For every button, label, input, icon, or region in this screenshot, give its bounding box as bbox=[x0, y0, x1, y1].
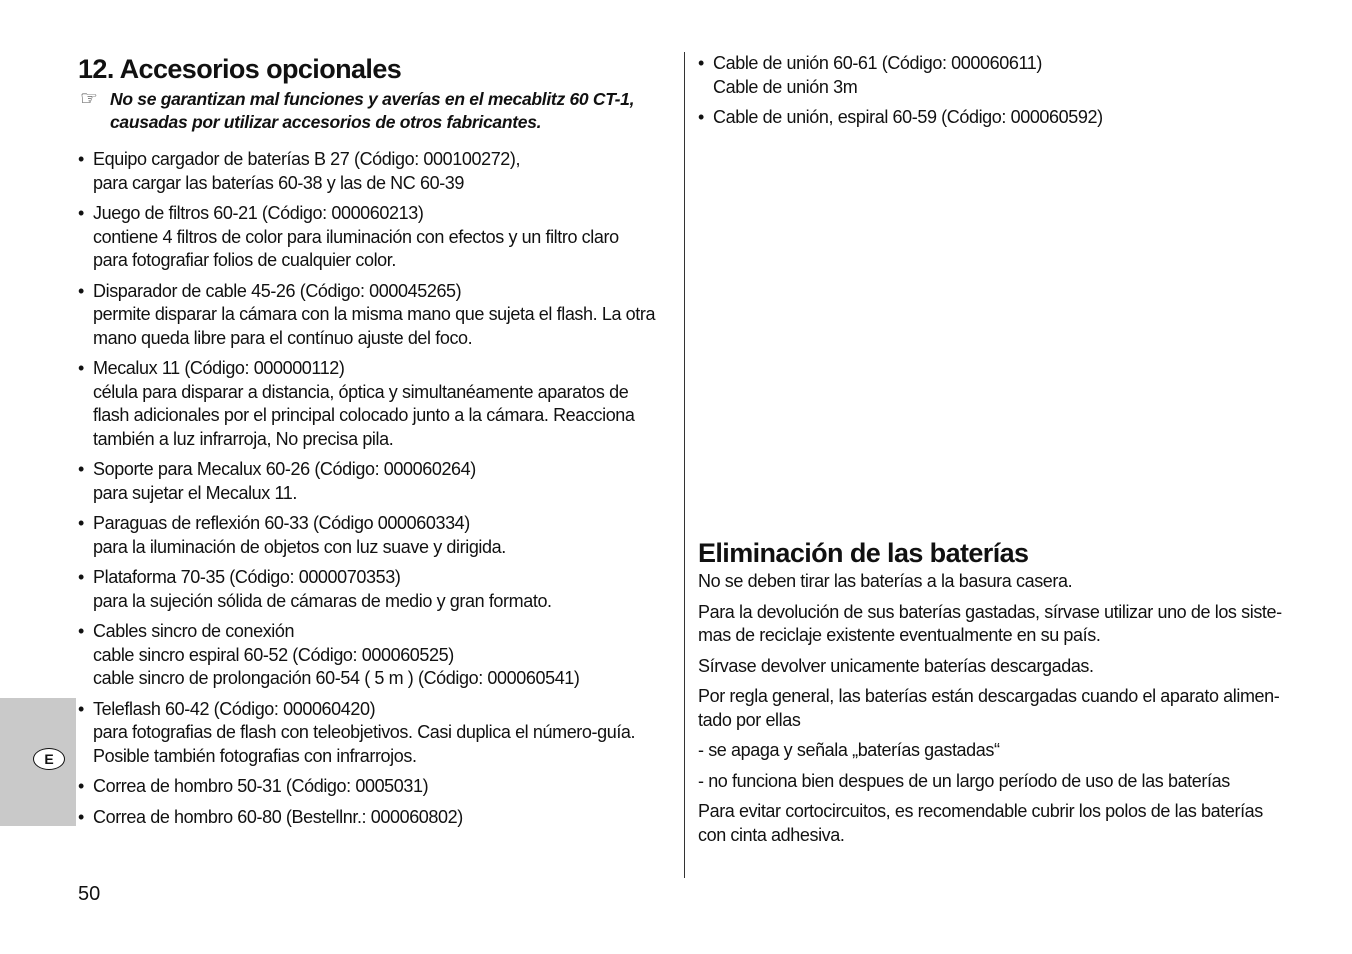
battery-paragraph bbox=[698, 739, 1308, 763]
list-item-line: Soporte para Mecalux 60-26 (Código: 000060264) bbox=[93, 459, 476, 479]
list-item-line: Correa de hombro 60-80 (Bestellnr.: 000060802) bbox=[93, 806, 463, 827]
paragraph-line: Para la devolución de sus baterías gastadas, sírvase utilizar uno de los siste- bbox=[698, 601, 1282, 622]
list-item-line: Teleflash 60-42 (Código: 000060420) bbox=[93, 698, 376, 719]
list-item-line: también a luz infrarroja, No precisa pila. bbox=[93, 428, 394, 449]
list-item bbox=[78, 202, 678, 273]
list-item-line: Paraguas de reflexión 60-33 (Código 000060334) bbox=[93, 513, 470, 533]
bullet-icon: • bbox=[78, 513, 84, 533]
bullet-icon: • bbox=[78, 203, 84, 223]
list-item-line: Cables sincro de conexión bbox=[93, 621, 295, 641]
list-item bbox=[78, 620, 678, 691]
list-item-line: cable sincro espiral 60-52 (Código: 000060525) bbox=[93, 644, 454, 665]
accessories-title: 12. Accesorios opcionales bbox=[78, 54, 402, 84]
list-item bbox=[78, 458, 678, 505]
list-item-line: permite disparar la cámara con la misma mano que sujeta el flash. La otra bbox=[93, 304, 656, 324]
list-item bbox=[78, 698, 678, 769]
bullet-icon: • bbox=[78, 149, 84, 169]
list-item bbox=[78, 357, 678, 451]
list-item-line: para fotografias de flash con teleobjetivos. Casi duplica el número-guía. bbox=[93, 722, 636, 742]
list-item-line: para la sujeción sólida de cámaras de medio y gran formato. bbox=[93, 590, 552, 611]
list-item bbox=[698, 52, 1308, 99]
list-item bbox=[698, 106, 1308, 130]
notice-line: causadas por utilizar accesorios de otros fabricantes. bbox=[110, 112, 542, 132]
list-item-line: para la iluminación de objetos con luz suave y dirigida. bbox=[93, 536, 506, 557]
list-item-line: flash adicionales por el principal colocado junto a la cámara. Reacciona bbox=[93, 405, 635, 425]
paragraph-line: Sírvase devolver unicamente baterías descargadas. bbox=[698, 655, 1094, 676]
list-item-line: Equipo cargador de baterías B 27 (Código: 000100272), bbox=[93, 149, 521, 169]
paragraph-line: tado por ellas bbox=[698, 709, 801, 730]
bullet-icon: • bbox=[78, 280, 84, 301]
bullet-icon: • bbox=[78, 358, 84, 378]
paragraph-line: con cinta adhesiva. bbox=[698, 824, 845, 845]
battery-paragraph bbox=[698, 655, 1308, 679]
list-item bbox=[78, 566, 678, 613]
battery-paragraph bbox=[698, 601, 1308, 648]
battery-paragraph bbox=[698, 685, 1308, 732]
bullet-icon: • bbox=[78, 567, 84, 587]
paragraph-line: No se deben tirar las baterías a la basura casera. bbox=[698, 571, 1073, 591]
list-item-line: Cable de unión 60-61 (Código: 000060611) bbox=[713, 53, 1042, 73]
list-item-line: Disparador de cable 45-26 (Código: 000045265) bbox=[93, 280, 462, 301]
list-item-line: contiene 4 filtros de color para iluminación con efectos y un filtro claro bbox=[93, 226, 619, 247]
list-item-line: cable sincro de prolongación 60-54 ( 5 m ) (Código: 000060541) bbox=[93, 668, 580, 688]
list-item-line: Correa de hombro 50-31 (Código: 0005031) bbox=[93, 776, 429, 796]
list-item-line: célula para disparar a distancia, óptica y simultanéamente aparatos de bbox=[93, 381, 629, 402]
list-item-line: Cable de unión 3m bbox=[713, 76, 858, 97]
paragraph-line: Por regla general, las baterías están descargadas cuando el aparato alimen- bbox=[698, 686, 1280, 706]
list-item-line: Juego de filtros 60-21 (Código: 000060213) bbox=[93, 203, 424, 223]
page-number: 50 bbox=[78, 883, 101, 905]
accessories-list bbox=[78, 148, 678, 829]
list-item-line: Posible también fotografias con infrarrojos. bbox=[93, 745, 417, 766]
list-item-line: para fotografiar folios de cualquier color. bbox=[93, 250, 396, 270]
list-item-line: para cargar las baterías 60-38 y las de NC 60-39 bbox=[93, 172, 465, 193]
battery-paragraph bbox=[698, 770, 1308, 794]
bullet-icon: • bbox=[78, 806, 84, 827]
notice-line: No se garantizan mal funciones y averías en el mecablitz 60 CT-1, bbox=[110, 89, 635, 109]
list-item bbox=[78, 775, 678, 799]
list-item bbox=[78, 512, 678, 559]
list-item bbox=[78, 806, 678, 830]
bullet-icon: • bbox=[78, 621, 84, 641]
battery-paragraph bbox=[698, 800, 1308, 847]
pointing-hand-icon: ☞ bbox=[80, 88, 98, 110]
accessories-list-continued bbox=[698, 52, 1308, 130]
bullet-icon: • bbox=[78, 459, 84, 479]
battery-disposal-section bbox=[698, 536, 1308, 854]
list-item bbox=[78, 148, 678, 195]
paragraph-line: - se apaga y señala „baterías gastadas“ bbox=[698, 740, 1000, 760]
list-item-line: Plataforma 70-35 (Código: 0000070353) bbox=[93, 567, 401, 587]
paragraph-line: mas de reciclaje existente eventualmente en su país. bbox=[698, 625, 1101, 645]
battery-title: Eliminación de las baterías bbox=[698, 538, 1029, 568]
warning-notice bbox=[78, 88, 678, 134]
list-item-line: Mecalux 11 (Código: 000000112) bbox=[93, 358, 345, 378]
list-item-line: Cable de unión, espiral 60-59 (Código: 000060592) bbox=[713, 107, 1103, 127]
paragraph-line: Para evitar cortocircuitos, es recomendable cubrir los polos de las baterías bbox=[698, 801, 1263, 821]
list-item-line: para sujetar el Mecalux 11. bbox=[93, 482, 297, 503]
accessories-continued bbox=[698, 52, 1308, 137]
language-badge: E bbox=[33, 748, 65, 770]
bullet-icon: • bbox=[78, 698, 84, 719]
column-divider bbox=[684, 52, 685, 878]
list-item bbox=[78, 280, 678, 351]
accessories-section bbox=[78, 52, 678, 836]
bullet-icon: • bbox=[698, 53, 704, 73]
battery-paragraph bbox=[698, 570, 1308, 594]
bullet-icon: • bbox=[78, 776, 84, 796]
bullet-icon: • bbox=[698, 107, 704, 127]
paragraph-line: - no funciona bien despues de un largo período de uso de las baterías bbox=[698, 770, 1230, 791]
list-item-line: mano queda libre para el contínuo ajuste del foco. bbox=[93, 327, 473, 348]
